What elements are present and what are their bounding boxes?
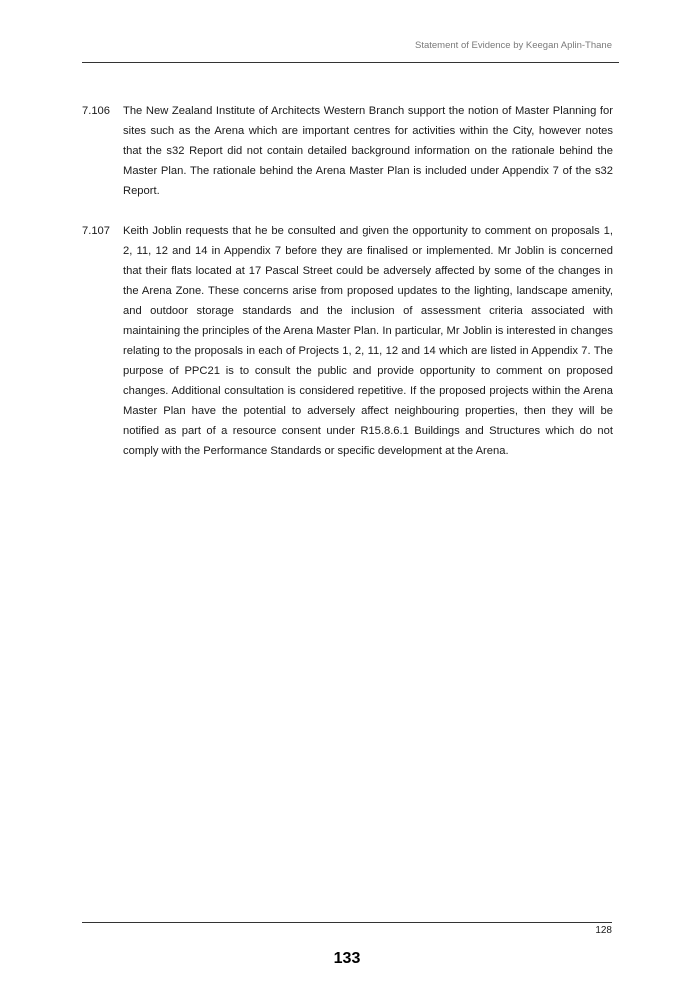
document-body <box>82 101 613 481</box>
stamped-page-number: 133 <box>333 950 361 967</box>
paragraph-text: Keith Joblin requests that he be consulted and given the opportunity to comment on proposals 1, 2, 11, 12 and 14 in Appendix 7 before they are finalised or implemented. Mr Joblin is concerned that their flats located at 17 Pascal Street could be adversely affected by some of the changes in the Arena Zone. These concerns arise from proposed updates to the lighting, landscape amenity, and outdoor storage standards and the inclusion of assessment criteria associated with maintaining the principles of the Arena Master Plan. In particular, Mr Joblin is interested in changes relating to the proposals in each of Projects 1, 2, 11, 12 and 14 which are listed in Appendix 7. The purpose of PPC21 is to consult the public and provide opportunity to comment on proposed changes. Additional consultation is considered repetitive. If the proposed projects within the Arena Master Plan have the potential to adversely affect neighbouring properties, then they will be notified as part of a resource consent under R15.8.6.1 Buildings and Structures which do not comply with the Performance Standards or specific development at the Arena. <box>123 225 613 457</box>
paragraph-7-107 <box>82 221 613 461</box>
paragraph-text: The New Zealand Institute of Architects Western Branch support the notion of Master Planning for sites such as the Arena which are important centres for activities within the City, however notes that the s32 Report did not contain detailed background information on the rationale behind the Master Plan. The rationale behind the Arena Master Plan is included under Appendix 7 of the s32 Report. <box>123 105 613 197</box>
paragraph-7-106 <box>82 101 613 201</box>
running-header: Statement of Evidence by Keegan Aplin-Thane <box>415 40 612 51</box>
paragraph-number: 7.107 <box>82 225 110 237</box>
paragraph-number: 7.106 <box>82 105 110 117</box>
page-number: 128 <box>595 925 612 936</box>
header-divider <box>82 62 619 63</box>
footer-divider <box>82 922 612 923</box>
